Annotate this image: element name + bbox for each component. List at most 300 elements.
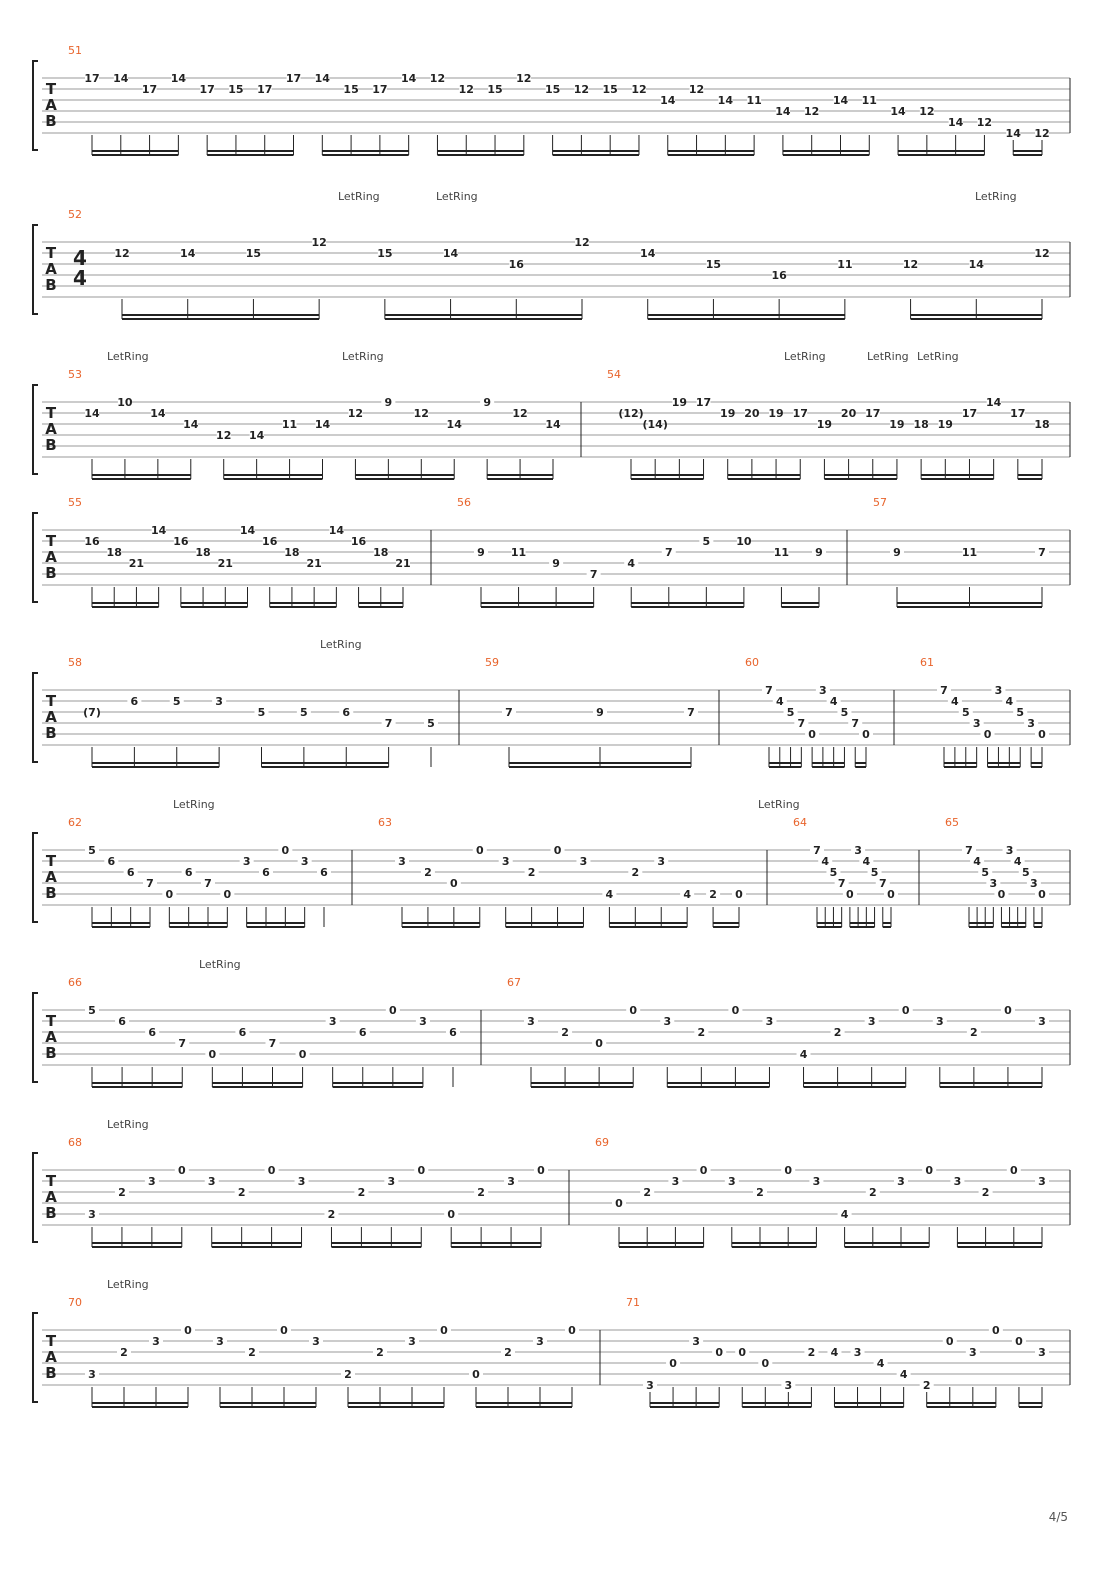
fret-number: 3 [527,1015,535,1028]
fret-number: 3 [968,1346,977,1359]
fret-number: 4 [876,1357,885,1370]
fret-number: 7 [589,568,598,581]
fret-number: 0 [731,1004,740,1017]
fret-number: 3 [1038,1346,1046,1359]
fret-number: 16 [350,535,367,548]
fret-number: 15 [228,83,244,96]
fret-number: 17 [1010,407,1026,420]
fret-number: 9 [384,396,393,409]
tab-clef-letter: B [45,884,57,902]
measure-number: 58 [68,656,82,669]
fret-number: 17 [199,83,215,96]
fret-number: 18 [1034,418,1050,431]
fret-number: 0 [223,888,232,901]
fret-number: 3 [216,1335,224,1348]
fret-number: 0 [1015,1335,1023,1348]
fret-number: 14 [314,72,330,85]
fret-number: 0 [715,1346,724,1359]
fret-number: 14 [401,72,417,85]
measure-number: 69 [595,1136,609,1149]
tab-clef-letter: B [45,724,57,742]
tab-clef-letter: T [45,692,57,710]
fret-number: 7 [813,844,821,857]
tab-system [33,993,1070,1087]
fret-number: 16 [771,269,787,282]
tab-clef-letter: A [45,1188,57,1206]
measure-number: 52 [68,208,82,221]
tab-system [33,385,1070,479]
fret-number: 0 [615,1197,623,1210]
fret-number: 0 [862,728,870,741]
fret-number: 4 [1005,695,1014,708]
letring-label: LetRing [107,1278,149,1291]
fret-number: 12 [573,83,590,96]
fret-number: 0 [568,1324,576,1337]
fret-number: 5 [981,866,990,879]
fret-number: 5 [786,706,795,719]
system-bracket [33,385,38,474]
tab-clef-letter: A [45,1028,57,1046]
fret-number: 2 [118,1186,126,1199]
fret-number: 3 [989,877,998,890]
system-bracket [33,993,38,1082]
tab-system [33,61,1070,155]
fret-number: 7 [940,684,948,697]
fret-number: 3 [646,1379,654,1392]
fret-number: 2 [833,1026,842,1039]
fret-number: 0 [997,888,1006,901]
fret-number: 11 [281,418,298,431]
fret-number: 0 [298,1048,307,1061]
fret-number: 9 [477,546,485,559]
fret-number: 3 [148,1175,156,1188]
fret-number: 3 [328,1015,337,1028]
letring-label: LetRing [436,190,478,203]
fret-number: 16 [84,535,100,548]
fret-number: 0 [472,1368,480,1381]
fret-number: 15 [343,83,359,96]
fret-number: 2 [981,1186,990,1199]
fret-number: 7 [797,717,806,730]
tab-clef-letter: A [45,548,57,566]
fret-number: 7 [505,706,513,719]
fret-number: 12 [512,407,528,420]
fret-number: 3 [501,855,510,868]
fret-number: 5 [829,866,838,879]
fret-number: 18 [373,546,389,559]
fret-number: 14 [183,418,199,431]
fret-number: 3 [853,1346,862,1359]
fret-number: 3 [207,1175,216,1188]
fret-number: 7 [1038,546,1046,559]
fret-number: 14 [947,116,964,129]
fret-number: 17 [865,407,881,420]
fret-number: 21 [395,557,411,570]
fret-number: 17 [372,83,388,96]
fret-number: 9 [596,706,604,719]
fret-number: 4 [1013,855,1022,868]
fret-number: 3 [152,1335,160,1348]
measure-number: 68 [68,1136,82,1149]
measure-number: 65 [945,816,959,829]
fret-number: 0 [669,1357,677,1370]
fret-number: 12 [1034,247,1050,260]
measure-number: 71 [626,1296,640,1309]
fret-number: 4 [973,855,981,868]
fret-number: 16 [173,535,189,548]
tab-clef-letter: A [45,420,57,438]
letring-label: LetRing [758,798,800,811]
letring-label: LetRing [975,190,1017,203]
tab-system [33,673,1070,767]
fret-number: 14 [113,72,129,85]
letring-label: LetRing [107,1118,149,1131]
measure-number: 70 [68,1296,82,1309]
fret-number: 17 [695,396,712,409]
tab-clef-letter: A [45,260,57,278]
fret-number: 12 [311,236,327,249]
fret-number: 12 [347,407,364,420]
fret-number: 14 [545,418,561,431]
fret-number: 5 [300,706,308,719]
fret-number: 4 [799,1048,808,1061]
fret-number: 18 [106,546,122,559]
fret-number: 12 [976,116,993,129]
fret-number: 2 [756,1186,764,1199]
fret-number: 2 [237,1186,246,1199]
fret-number: 12 [574,236,590,249]
fret-number: 6 [184,866,193,879]
fret-number: 3 [692,1335,700,1348]
fret-number: 3 [1038,1175,1046,1188]
tab-clef-letter: T [45,1012,57,1030]
letring-label: LetRing [917,350,959,363]
fret-number: 7 [765,684,773,697]
fret-number: 18 [913,418,929,431]
fret-number: 7 [178,1037,187,1050]
tab-clef-letter: B [45,1204,57,1222]
fret-number: 2 [248,1346,256,1359]
fret-number: 7 [851,717,860,730]
fret-number: 14 [170,72,187,85]
time-signature-bottom: 4 [73,266,87,290]
letring-label: LetRing [320,638,362,651]
system-bracket [33,1313,38,1402]
fret-number: 5 [702,535,711,548]
fret-number: 3 [1005,844,1014,857]
tab-clef-letter: T [45,852,57,870]
fret-number: 17 [792,407,808,420]
fret-number: 19 [889,418,905,431]
fret-number: 19 [937,418,953,431]
fret-number: 2 [527,866,536,879]
fret-number: 14 [985,396,1002,409]
system-bracket [33,1153,38,1242]
fret-number: 0 [447,1208,456,1221]
fret-number: 0 [389,1004,397,1017]
fret-number: 12 [902,258,919,271]
fret-number: 14 [150,524,167,537]
fret-number: 14 [832,94,849,107]
tab-clef-letter: A [45,708,57,726]
fret-number: 7 [268,1037,277,1050]
system-bracket [33,225,38,314]
fret-number: 17 [84,72,100,85]
fret-number: 2 [709,888,717,901]
fret-number: (7) [83,706,101,719]
fret-number: 3 [242,855,251,868]
letring-label: LetRing [784,350,826,363]
fret-number: 2 [868,1186,877,1199]
fret-number: 14 [1005,127,1021,140]
fret-number: 6 [118,1015,126,1028]
fret-number: 0 [280,1324,288,1337]
fret-number: 7 [146,877,154,890]
fret-number: 20 [744,407,760,420]
fret-number: 3 [812,1175,821,1188]
fret-number: 2 [807,1346,816,1359]
fret-number: 14 [328,524,345,537]
fret-number: 7 [664,546,673,559]
system-bracket [33,833,38,922]
fret-number: 0 [735,888,743,901]
fret-number: 19 [720,407,736,420]
fret-number: 0 [440,1324,448,1337]
fret-number: 12 [458,83,474,96]
measure-number: 60 [745,656,759,669]
time-signature-top: 4 [73,246,87,270]
fret-number: 0 [475,844,484,857]
fret-number: 15 [487,83,503,96]
fret-number: 4 [627,557,636,570]
fret-number: 3 [727,1175,736,1188]
fret-number: 2 [424,866,432,879]
fret-number: 12 [114,247,130,260]
fret-number: 7 [384,717,393,730]
fret-number: 4 [775,695,784,708]
tab-clef-letter: T [45,1332,57,1350]
fret-number: 4 [899,1368,908,1381]
fret-number: 3 [994,684,1003,697]
tab-clef-letter: B [45,564,57,582]
fret-number: 19 [816,418,833,431]
fret-number: 9 [483,396,491,409]
fret-number: 3 [953,1175,962,1188]
fret-number: 0 [1038,888,1046,901]
fret-number: 3 [579,855,588,868]
fret-number: 3 [215,695,223,708]
fret-number: 14 [180,247,196,260]
fret-number: 6 [320,866,328,879]
fret-number: 4 [830,1346,839,1359]
fret-number: 14 [660,94,676,107]
tab-system [33,1153,1070,1247]
fret-number: 3 [88,1208,96,1221]
tab-clef-letter: A [45,1348,57,1366]
fret-number: 12 [688,83,705,96]
fret-number: 20 [840,407,857,420]
fret-number: 14 [239,524,256,537]
tab-clef-letter: T [45,532,57,550]
measure-number: 66 [68,976,82,989]
fret-number: 0 [784,1164,793,1177]
measure-number: 51 [68,44,82,57]
fret-number: 6 [126,866,135,879]
fret-number: 2 [970,1026,978,1039]
fret-number: 0 [761,1357,770,1370]
fret-number: 5 [1021,866,1030,879]
fret-number: 3 [671,1175,680,1188]
fret-number: 19 [768,407,784,420]
fret-number: 3 [897,1175,905,1188]
tab-system [33,225,1070,319]
fret-number: 3 [387,1175,396,1188]
fret-number: 5 [1016,706,1025,719]
fret-number: 2 [376,1346,384,1359]
fret-number: 12 [429,72,446,85]
tab-clef-letter: B [45,276,57,294]
fret-number: 14 [640,247,656,260]
tab-clef-letter: T [45,244,57,262]
fret-number: 15 [245,247,262,260]
fret-number: 6 [130,695,139,708]
fret-number: 3 [1030,877,1038,890]
fret-number: 3 [663,1015,672,1028]
fret-number: 11 [837,258,853,271]
fret-number: 14 [890,105,906,118]
fret-number: 3 [88,1368,96,1381]
fret-number: 11 [510,546,527,559]
fret-number: 15 [544,83,561,96]
fret-number: 12 [919,105,935,118]
fret-number: 10 [117,396,133,409]
fret-number: 6 [148,1026,156,1039]
fret-number: 6 [107,855,116,868]
fret-number: 6 [342,706,351,719]
tab-clef-letter: A [45,96,57,114]
system-bracket [33,61,38,150]
fret-number: 7 [878,877,887,890]
fret-number: 3 [398,855,406,868]
fret-number: 3 [972,717,981,730]
fret-number: 2 [631,866,640,879]
fret-number: 12 [516,72,532,85]
fret-number: 0 [417,1164,426,1177]
fret-number: 4 [829,695,838,708]
fret-number: 14 [968,258,984,271]
fret-number: 3 [536,1335,544,1348]
fret-number: 4 [821,855,830,868]
fret-number: 3 [300,855,309,868]
fret-number: 3 [657,855,666,868]
fret-number: 0 [281,844,290,857]
fret-number: 0 [992,1324,1000,1337]
fret-number: 2 [697,1026,706,1039]
fret-number: 12 [804,105,820,118]
fret-number: 16 [508,258,524,271]
tab-clef-letter: T [45,1172,57,1190]
measure-number: 59 [485,656,499,669]
fret-number: 3 [765,1015,774,1028]
fret-number: 18 [195,546,211,559]
fret-number: 11 [746,94,762,107]
fret-number: 14 [775,105,791,118]
fret-number: 9 [815,546,823,559]
fret-number: 0 [846,888,854,901]
fret-number: 17 [257,83,273,96]
letring-label: LetRing [199,958,241,971]
fret-number: 0 [901,1004,910,1017]
fret-number: 0 [1004,1004,1012,1017]
fret-number: 3 [507,1175,515,1188]
fret-number: 4 [605,888,614,901]
fret-number: 21 [128,557,145,570]
fret-number: 5 [88,844,96,857]
fret-number: 14 [150,407,166,420]
fret-number: 21 [306,557,322,570]
fret-number: 9 [893,546,901,559]
fret-number: 14 [442,247,459,260]
fret-number: 17 [285,72,302,85]
fret-number: 0 [738,1346,747,1359]
fret-number: 9 [552,557,560,570]
fret-number: 3 [297,1175,306,1188]
fret-number: (14) [642,418,668,431]
letring-label: LetRing [173,798,215,811]
fret-number: 7 [965,844,973,857]
fret-number: 3 [819,684,827,697]
fret-number: 0 [537,1164,545,1177]
fret-number: 3 [408,1335,416,1348]
fret-number: 0 [184,1324,192,1337]
fret-number: 3 [1027,717,1035,730]
fret-number: 0 [1009,1164,1018,1177]
page-number: 4/5 [1048,1510,1068,1524]
fret-number: 7 [837,877,846,890]
measure-number: 64 [793,816,807,829]
fret-number: 10 [736,535,752,548]
fret-number: 12 [1034,127,1050,140]
fret-number: 12 [216,429,232,442]
fret-number: 14 [717,94,733,107]
fret-number: 4 [683,888,691,901]
measure-number: 62 [68,816,82,829]
fret-number: 0 [983,728,992,741]
measure-number: 53 [68,368,82,381]
fret-number: 0 [887,888,895,901]
letring-label: LetRing [338,190,380,203]
tab-system [33,833,1070,927]
tab-clef-letter: A [45,868,57,886]
fret-number: 14 [84,407,100,420]
letring-label: LetRing [867,350,909,363]
fret-number: 12 [631,83,647,96]
fret-number: 14 [314,418,331,431]
fret-number: 2 [477,1186,485,1199]
tab-clef-letter: T [45,80,57,98]
fret-number: 2 [922,1379,931,1392]
fret-number: 3 [867,1015,876,1028]
fret-number: (12) [618,407,644,420]
fret-number: 17 [961,407,978,420]
fret-number: 12 [413,407,429,420]
system-bracket [33,673,38,762]
fret-number: 5 [961,706,970,719]
fret-number: 2 [504,1346,512,1359]
fret-number: 7 [204,877,212,890]
fret-number: 0 [595,1037,603,1050]
fret-number: 5 [172,695,181,708]
